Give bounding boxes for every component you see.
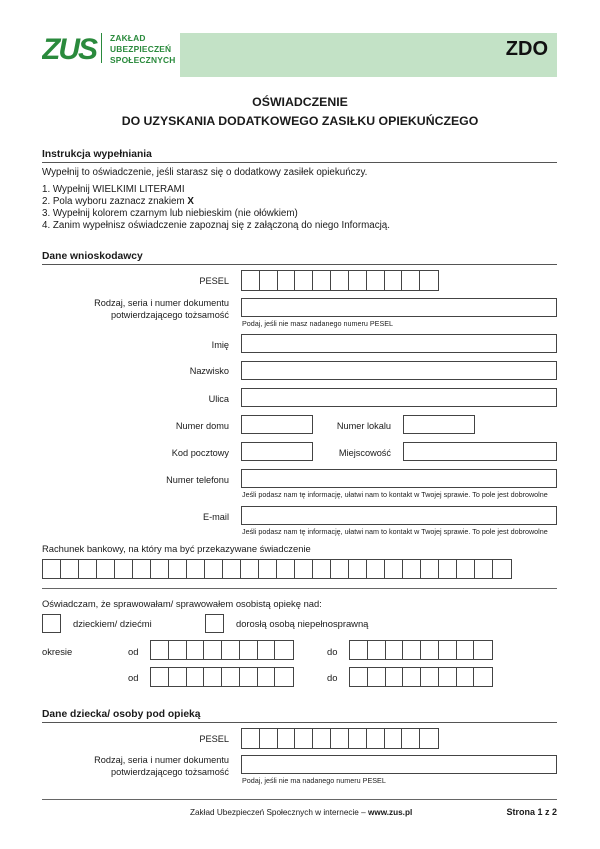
instruction-item-4: 4. Zanim wypełnisz oświadczenie zapoznaj się z załączoną do niego Informacją. — [42, 220, 390, 231]
from-label-1: od — [128, 646, 139, 657]
mark-x: X — [187, 196, 194, 207]
email-label: E-mail — [202, 512, 229, 522]
child-pesel-input[interactable] — [241, 728, 439, 749]
email-hint: Jeśli podasz nam tę informację, ułatwi nam to kontakt w Twojej sprawie. To pole jest dobrowolne — [242, 527, 548, 536]
document-hint: Podaj, jeśli nie masz nadanego numeru PESEL — [242, 319, 394, 328]
from-date-input-2[interactable] — [150, 667, 294, 687]
period-label: okresie — [42, 646, 73, 657]
flat-no-label: Numer lokalu — [336, 421, 391, 431]
bank-label: Rachunek bankowy, na który ma być przekazywane świadczenie — [42, 543, 311, 554]
child-doc-label-2: potwierdzającego tożsamość — [111, 767, 229, 777]
instruction-item-2: 2. Pola wyboru zaznacz znakiem X — [42, 196, 194, 207]
to-label-1: do — [327, 646, 338, 657]
street-label: Ulica — [208, 394, 229, 404]
svg-text:ZUS: ZUS — [42, 33, 96, 63]
instruction-item-1: 1. Wypełnij WIELKIMI LITERAMI — [42, 184, 185, 195]
instruction-item-3: 3. Wypełnij kolorem czarnym lub niebieskim (nie ołówkiem) — [42, 208, 298, 219]
doc-label-1: Rodzaj, seria i numer dokumentu — [94, 298, 229, 308]
to-label-2: do — [327, 672, 338, 683]
applicant-heading: Dane wnioskodawcy — [42, 251, 557, 265]
first-name-label: Imię — [211, 340, 229, 350]
title-line-2: DO UZYSKANIA DODATKOWEGO ZASIŁKU OPIEKUŃCZEGO — [121, 114, 479, 128]
children-checkbox[interactable] — [42, 614, 61, 633]
bank-account-input[interactable] — [42, 559, 512, 579]
adult-option-label: dorosłą osobą niepełnosprawną — [236, 618, 369, 629]
logo-divider — [101, 33, 102, 63]
from-date-input-1[interactable] — [150, 640, 294, 660]
house-no-input[interactable] — [241, 415, 313, 434]
title-line-1: OŚWIADCZENIE — [252, 95, 348, 109]
logo-text: ZAKŁAD UBEZPIECZEŃ SPOŁECZNYCH — [110, 33, 176, 65]
to-date-input-1[interactable] — [349, 640, 493, 660]
phone-hint: Jeśli podasz nam tę informację, ułatwi nam to kontakt w Twojej sprawie. To pole jest dobrowolne — [242, 490, 548, 499]
doc-label-2: potwierdzającego tożsamość — [111, 310, 229, 320]
flat-no-input[interactable] — [403, 415, 475, 434]
footer-link[interactable]: www.zus.pl — [367, 808, 413, 817]
footer-text: Zakład Ubezpieczeń Społecznych w internecie – www.zus.pl — [190, 808, 413, 817]
house-no-label: Numer domu — [175, 421, 229, 431]
to-date-input-2[interactable] — [349, 667, 493, 687]
divider — [42, 588, 557, 589]
page-number: Strona 1 z 2 — [506, 807, 557, 817]
postcode-label: Kod pocztowy — [171, 448, 229, 458]
child-heading: Dane dziecka/ osoby pod opieką — [42, 709, 557, 723]
phone-label: Numer telefonu — [166, 475, 229, 485]
child-doc-label-1: Rodzaj, seria i numer dokumentu — [94, 755, 229, 765]
adult-checkbox[interactable] — [205, 614, 224, 633]
last-name-input[interactable] — [241, 361, 557, 380]
instructions-intro: Wypełnij to oświadczenie, jeśli starasz się o dodatkowy zasiłek opiekuńczy. — [42, 167, 368, 178]
declaration-text: Oświadczam, że sprawowałam/ sprawowałem osobistą opiekę nad: — [42, 598, 322, 609]
street-input[interactable] — [241, 388, 557, 407]
document-input[interactable] — [241, 298, 557, 317]
email-input[interactable] — [241, 506, 557, 525]
footer-divider — [42, 799, 557, 800]
form-code: ZDO — [505, 38, 548, 60]
zus-logo-icon — [42, 33, 98, 63]
children-option-label: dzieckiem/ dziećmi — [73, 618, 152, 629]
city-input[interactable] — [403, 442, 557, 461]
city-label: Miejscowość — [338, 448, 391, 458]
first-name-input[interactable] — [241, 334, 557, 353]
last-name-label: Nazwisko — [189, 366, 229, 376]
phone-input[interactable] — [241, 469, 557, 488]
pesel-label: PESEL — [199, 276, 229, 286]
postcode-input[interactable] — [241, 442, 313, 461]
from-label-2: od — [128, 672, 139, 683]
child-document-hint: Podaj, jeśli nie ma nadanego numeru PESEL — [242, 776, 386, 785]
pesel-input[interactable] — [241, 270, 439, 291]
child-pesel-label: PESEL — [199, 734, 229, 744]
instructions-heading: Instrukcja wypełniania — [42, 149, 557, 163]
child-document-input[interactable] — [241, 755, 557, 774]
